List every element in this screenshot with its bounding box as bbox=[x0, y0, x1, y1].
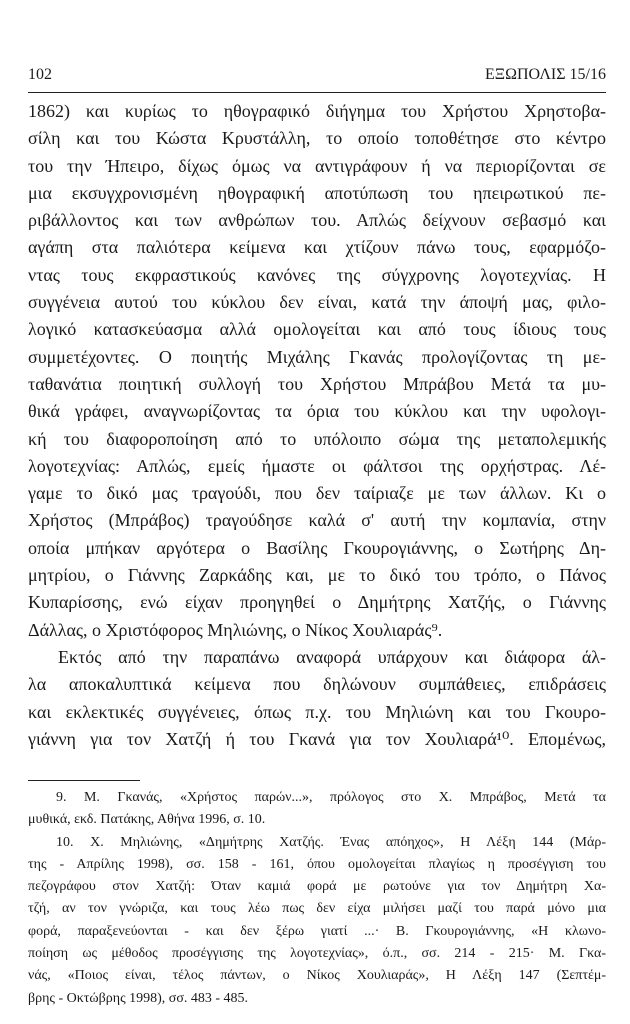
body-text bbox=[28, 98, 606, 753]
body-line: θικά γράφει, αναγνωρίζοντας τα όρια του κύκλου και την υφολογι- bbox=[28, 401, 606, 422]
footnotes bbox=[28, 787, 606, 1010]
page-number: 102 bbox=[28, 66, 52, 83]
body-line: αγάπη στα παλιότερα κείμενα και χτίζουν πάνω τους, εφαρμόζο- bbox=[28, 237, 606, 258]
body-line: γιάννη για τον Χατζή ή του Γκανά για τον Χουλιαρά¹⁰. Επομένως, bbox=[28, 728, 606, 749]
footnote-line: της - Απρίλης 1998), σσ. 158 - 161, όπου ομολογείται πλαγίως η προσέγγιση του bbox=[28, 856, 606, 872]
body-line: σίλη και του Κώστα Κρυστάλλη, το οποίο τοποθέτησε στο κέντρο bbox=[28, 128, 606, 149]
body-line: κή του διαφοροποίηση από το υπόλοιπο σώμα της μεταπολεμικής bbox=[28, 428, 606, 449]
footnote-line: φορά, παραξενεύονται - και δεν ξέρω γιατί ...· Β. Γκουρογιάννης, «Η κλωνο- bbox=[28, 923, 606, 939]
footnote-rule bbox=[28, 780, 140, 781]
footnote-line: βρης - Οκτώβρης 1998), σσ. 483 - 485. bbox=[28, 990, 249, 1006]
footnote-line: νάς, «Ποιος είναι, τέλος πάντων, ο Νίκος Χουλιαράς», Η Λέξη 147 (Σεπτέμ- bbox=[28, 968, 606, 984]
body-line: ριβάλλοντος και των ανθρώπων του. Απλώς δείχνουν σεβασμό και bbox=[28, 210, 606, 231]
body-line: Δάλλας, ο Χριστόφορος Μηλιώνης, ο Νίκος Χουλιαράς⁹. bbox=[28, 619, 443, 640]
body-line: λογοτεχνίας: Απλώς, εμείς ήμαστε οι φάλτσοι της ορχήστρας. Λέ- bbox=[28, 455, 606, 476]
body-line: λογικό κατασκεύασμα αλλά ομολογείται και από τους ίδιους τους bbox=[28, 319, 606, 340]
footnote-line: μυθικά, εκδ. Πατάκης, Αθήνα 1996, σ. 10. bbox=[28, 812, 266, 828]
body-line: μητρίου, ο Γιάννης Ζαρκάδης και, με το δικό του τρόπο, ο Πάνος bbox=[28, 565, 606, 586]
footnote-line: 10. Χ. Μηλιώνης, «Δημήτρης Χατζής. Ένας απόηχος», Η Λέξη 144 (Μάρ- bbox=[56, 834, 606, 850]
body-line: και εκλεκτικές συγγένειες, όπως π.χ. του Μηλιώνη και του Γκουρο- bbox=[28, 701, 606, 722]
body-line: ταθανάτια ποιητική συλλογή του Χρήστου Μπράβου Μετά τα μυ- bbox=[28, 373, 606, 394]
body-line: 1862) και κυρίως το ηθογραφικό διήγημα του Χρήστου Χρηστοβα- bbox=[28, 101, 606, 121]
running-header bbox=[28, 66, 606, 84]
footnote-line: ποίηση ως μέθοδος προσέγγισης της λογοτεχνίας», ό.π., σσ. 214 - 215· Μ. Γκα- bbox=[28, 946, 606, 962]
body-line: του την Ήπειρο, δίχως όμως να αντιγράφουν ή να περιορίζονται σε bbox=[28, 155, 606, 176]
body-line: Εκτός από την παραπάνω αναφορά υπάρχουν και διάφορα άλ- bbox=[58, 646, 606, 667]
journal-title: ΕΞΩΠΟΛΙΣ 15/16 bbox=[485, 66, 606, 83]
body-line: ντας τους εκφραστικούς κανόνες της σύγχρονης λογοτεχνίας. Η bbox=[28, 264, 606, 285]
body-line: Χρήστος (Μπράβος) τραγούδησε καλά σ' αυτή την κομπανία, στην bbox=[28, 510, 606, 531]
footnote-line: τζή, αν τον γνώριζα, και τους λέω πως δεν είχα μιλήσει μαζί του παρά μόνο μια bbox=[28, 901, 606, 917]
body-line: γαμε το δικό μας τραγούδι, που δεν ταίριαζε με των άλλων. Κι ο bbox=[28, 483, 606, 504]
body-line: Κυπαρίσσης, ενώ είχαν προηγηθεί ο Δημήτρης Χατζής, ο Γιάννης bbox=[28, 592, 606, 613]
body-line: μια εκσυγχρονισμένη ηθογραφική αποτύπωση του ηπειρωτικού πε- bbox=[28, 182, 606, 203]
footnote-line: 9. Μ. Γκανάς, «Χρήστος παρών...», πρόλογος στο Χ. Μπράβος, Μετά τα bbox=[56, 790, 606, 805]
body-line: συμμετέχοντες. Ο ποιητής Μιχάλης Γκανάς προλογίζοντας τη με- bbox=[28, 346, 606, 367]
header-rule bbox=[28, 92, 606, 93]
body-line: συγγένεια αυτού του κύκλου δεν είναι, κατά την άποψή μας, φιλο- bbox=[28, 292, 606, 313]
body-line: οποία μπήκαν αργότερα ο Βασίλης Γκουρογιάννης, ο Σωτήρης Δη- bbox=[28, 537, 606, 558]
book-page bbox=[28, 0, 606, 1024]
body-line: λα αποκαλυπτικά κείμενα που δηλώνουν συμπάθειες, επιδράσεις bbox=[28, 674, 606, 695]
footnote-line: πεζογράφου στον Χατζή: Όταν καμιά φορά με ρωτούνε για τον Δημήτρη Χα- bbox=[28, 879, 606, 895]
